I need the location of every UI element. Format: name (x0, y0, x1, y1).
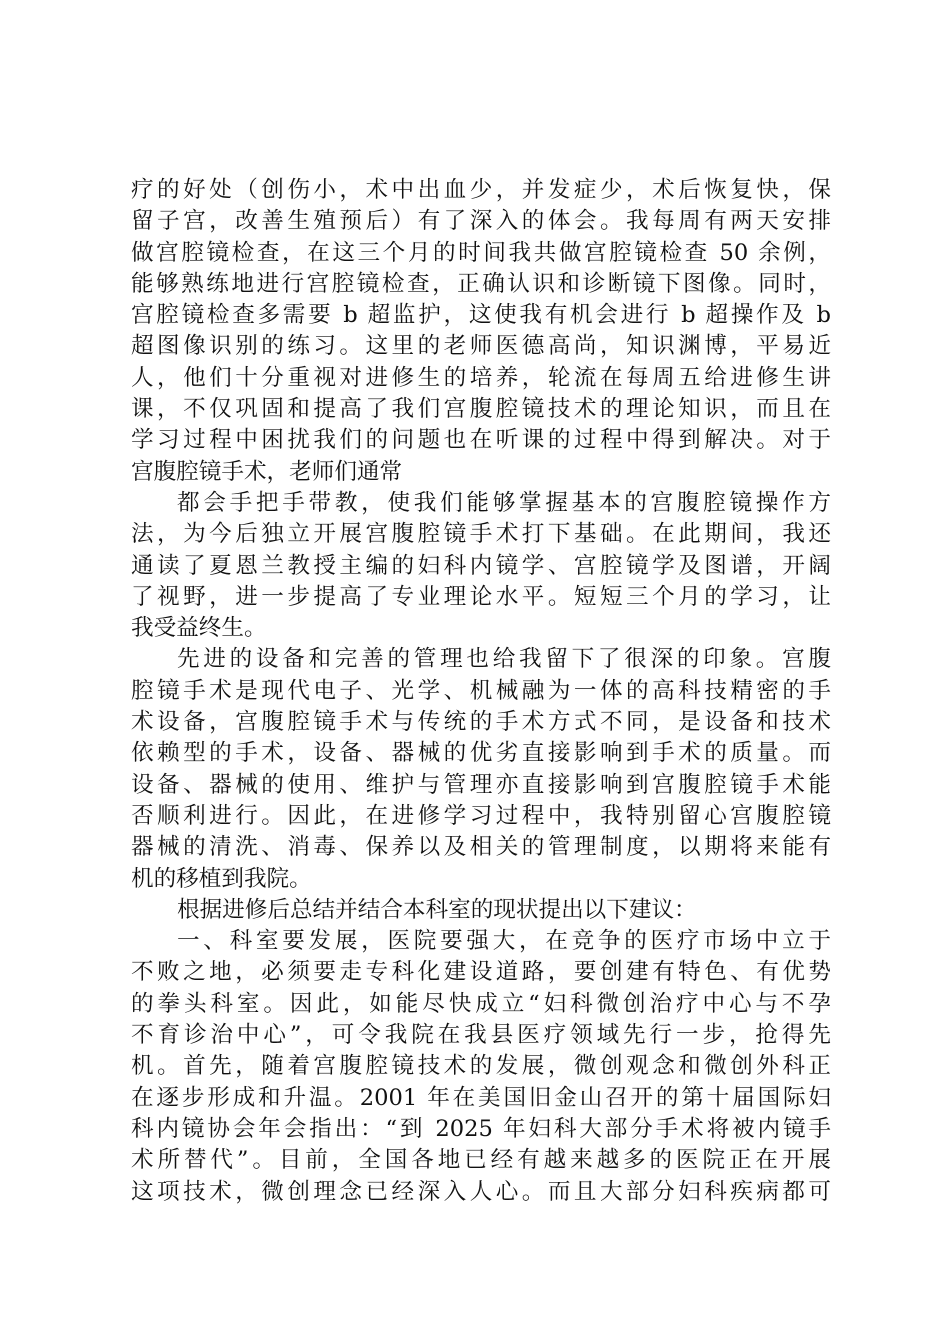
text-line: 一、科室要发展，医院要强大，在竞争的医疗市场中立于 (177, 928, 831, 955)
text-line: 疗的好处（创伤小，术中出血少，并发症少，术后恢复快，保 (131, 177, 831, 203)
text-line: 腔镜手术是现代电子、光学、机械融为一体的高科技精密的手 (131, 677, 831, 704)
text-line: 机的移植到我院。 (131, 865, 312, 892)
text-line: 超图像识别的练习。这里的老师医德高尚，知识渊博，平易近 (131, 333, 831, 360)
text-line: 设备、器械的使用、维护与管理亦直接影响到宫腹腔镜手术能 (131, 771, 831, 798)
text-line: 这项技术，微创理念已经深入人心。而且大部分妇科疾病都可 (131, 1178, 831, 1205)
text-line: 了视野，进一步提高了专业理论水平。短短三个月的学习，让 (131, 583, 831, 610)
text-line: 通读了夏恩兰教授主编的妇科内镜学、宫腔镜学及图谱，开阔 (131, 552, 831, 579)
text-line: 术设备，宫腹腔镜手术与传统的手术方式不同，是设备和技术 (131, 709, 831, 736)
text-line: 的拳头科室。因此，如能尽快成立“妇科微创治疗中心与不孕 (131, 990, 831, 1017)
text-line: 器械的清洗、消毒、保养以及相关的管理制度，以期将来能有 (131, 834, 831, 861)
text-line: 留子宫，改善生殖预后）有了深入的体会。我每周有两天安排 (131, 208, 831, 235)
text-line: 课，不仅巩固和提高了我们宫腹腔镜技术的理论知识，而且在 (131, 396, 831, 423)
text-line: 都会手把手带教，使我们能够掌握基本的宫腹腔镜操作方 (177, 489, 831, 516)
text-line: 术所替代”。目前，全国各地已经有越来越多的医院正在开展 (131, 1147, 831, 1174)
document-body-text (131, 175, 831, 1208)
text-line: 宫腔镜检查多需要 b 超监护，这使我有机会进行 b 超操作及 b (131, 302, 831, 329)
text-line: 我受益终生。 (131, 615, 267, 642)
text-line: 不败之地，必须要走专科化建设道路，要创建有特色、有优势 (131, 959, 831, 986)
text-line: 否顺利进行。因此，在进修学习过程中，我特别留心宫腹腔镜 (131, 802, 831, 829)
text-line: 法，为今后独立开展宫腹腔镜手术打下基础。在此期间，我还 (131, 521, 831, 548)
text-line: 不育诊治中心”，可令我院在我县医疗领域先行一步，抢得先 (131, 1022, 831, 1049)
text-line: 能够熟练地进行宫腔镜检查，正确认识和诊断镜下图像。同时， (131, 270, 831, 297)
text-line: 科内镜协会年会指出：“到 2025 年妇科大部分手术将被内镜手 (131, 1115, 831, 1142)
text-line: 在逐步形成和升温。2001 年在美国旧金山召开的第十届国际妇 (131, 1084, 831, 1111)
text-line: 学习过程中困扰我们的问题也在听课的过程中得到解决。对于 (131, 427, 831, 454)
text-line: 机。首先，随着宫腹腔镜技术的发展，微创观念和微创外科正 (131, 1053, 831, 1080)
text-line: 根据进修后总结并结合本科室的现状提出以下建议： (177, 896, 697, 923)
text-line: 做宫腔镜检查，在这三个月的时间我共做宫腔镜检查 50 余例， (131, 239, 831, 266)
text-line: 先进的设备和完善的管理也给我留下了很深的印象。宫腹 (177, 646, 831, 673)
text-line: 依赖型的手术，设备、器械的优劣直接影响到手术的质量。而 (131, 740, 831, 767)
text-line: 宫腹腔镜手术，老师们通常 (131, 458, 403, 485)
text-line: 人，他们十分重视对进修生的培养，轮流在每周五给进修生讲 (131, 364, 831, 391)
